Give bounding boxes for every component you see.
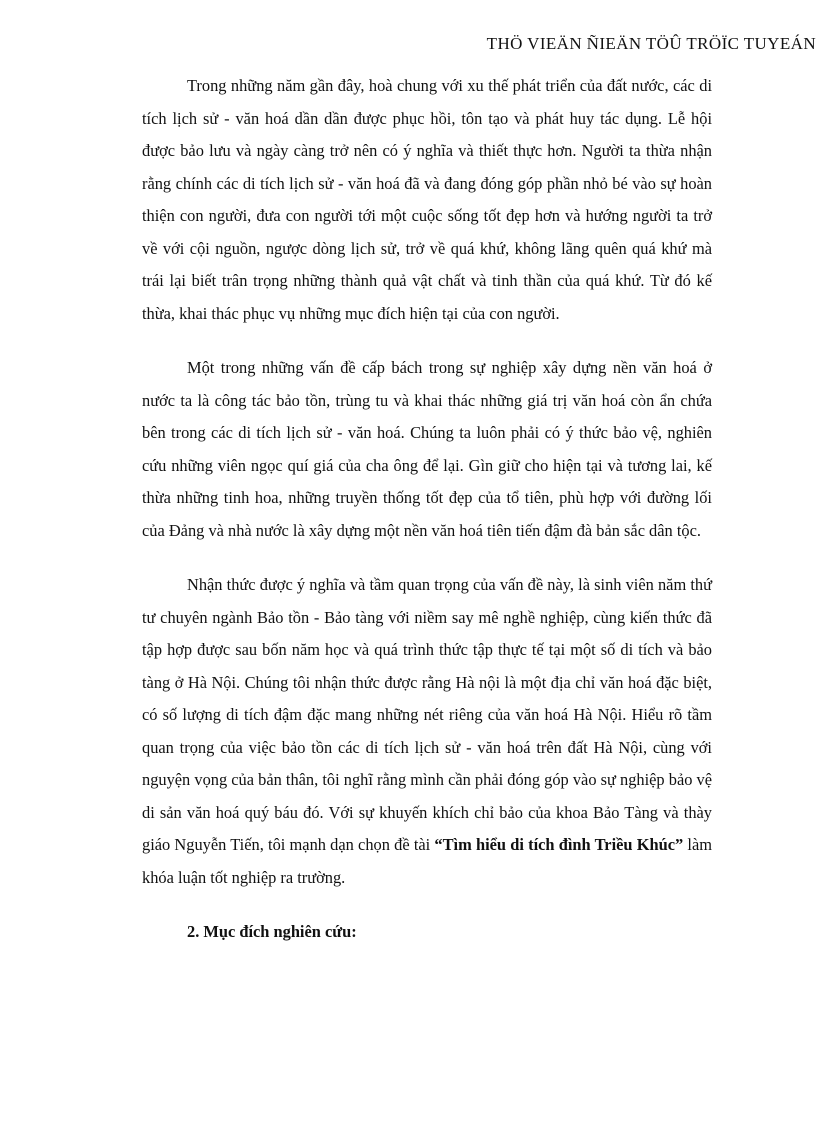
paragraph-2: Một trong những vấn đề cấp bách trong sự nghiệp xây dựng nền văn hoá ở nước ta là công tác bảo tồn, trùng tu và khai thác những giá trị văn hoá còn ẩn chứa bên trong các di tích lịch sử - văn hoá. Chúng ta luôn phải có ý thức bảo vệ, nghiên cứu những viên ngọc quí giá của cha ông để lại. Gìn giữ cho hiện tại và tương lai, kế thừa những tinh hoa, những truyền thống tốt đẹp của tổ tiên, phù hợp với đường lối của Đảng và nhà nước là xây dựng một nền văn hoá tiên tiến đậm đà bản sắc dân tộc. (142, 358, 712, 540)
paragraph-3-text-before: Nhận thức được ý nghĩa và tầm quan trọng của vấn đề này, là sinh viên năm thứ tư chuyên ngành Bảo tồn - Bảo tàng với niềm say mê nghề nghiệp, cùng kiến thức đã tập hợp được sau bốn năm học và quá trình thức tập thực tế tại một số di tích và bảo tàng ở Hà Nội. Chúng tôi nhận thức được rằng Hà nội là một địa chỉ văn hoá đặc biệt, có số lượng di tích đậm đặc mang những nét riêng của văn hoá Hà Nội. Hiểu rõ tầm quan trọng của việc bảo tồn các di tích lịch sử - văn hoá trên đất Hà Nội, cùng với nguyện vọng của bản thân, tôi nghĩ rằng mình cần phải đóng góp vào sự nghiệp bảo vệ di sản văn hoá quý báu đó. Với sự khuyến khích chỉ bảo của khoa Bảo Tàng và thày giáo Nguyễn Tiến, tôi mạnh dạn chọn đề tài (142, 575, 712, 854)
document-body (142, 70, 712, 949)
paragraph-1: Trong những năm gần đây, hoà chung với xu thế phát triển của đất nước, các di tích lịch sử - văn hoá dần dần được phục hồi, tôn tạo và phát huy tác dụng. Lễ hội được bảo lưu và ngày càng trở nên có ý nghĩa và thiết thực hơn. Người ta thừa nhận rằng chính các di tích lịch sử - văn hoá đã và đang đóng góp phần nhỏ bé vào sự hoàn thiện con người, đưa con người tới một cuộc sống tốt đẹp hơn và hướng người ta trở về với cội nguồn, ngược dòng lịch sử, trở về quá khứ, không lãng quên quá khứ mà trái lại biết trân trọng những thành quả vật chất và tinh thần của quá khứ. Từ đó kế thừa, khai thác phục vụ những mục đích hiện tại của con người. (142, 76, 712, 323)
paragraph-3 (142, 569, 712, 894)
paragraph-3-text-after: làm khóa luận tốt nghiệp ra trường. (142, 835, 712, 887)
thesis-topic-title: “Tìm hiểu di tích đình Triều Khúc” (434, 835, 684, 854)
page-header: THÖ VIEÄN ÑIEÄN TÖÛ TRÖÏC TUYEÁN (486, 34, 816, 53)
section-heading: 2. Mục đích nghiên cứu: (187, 922, 357, 941)
